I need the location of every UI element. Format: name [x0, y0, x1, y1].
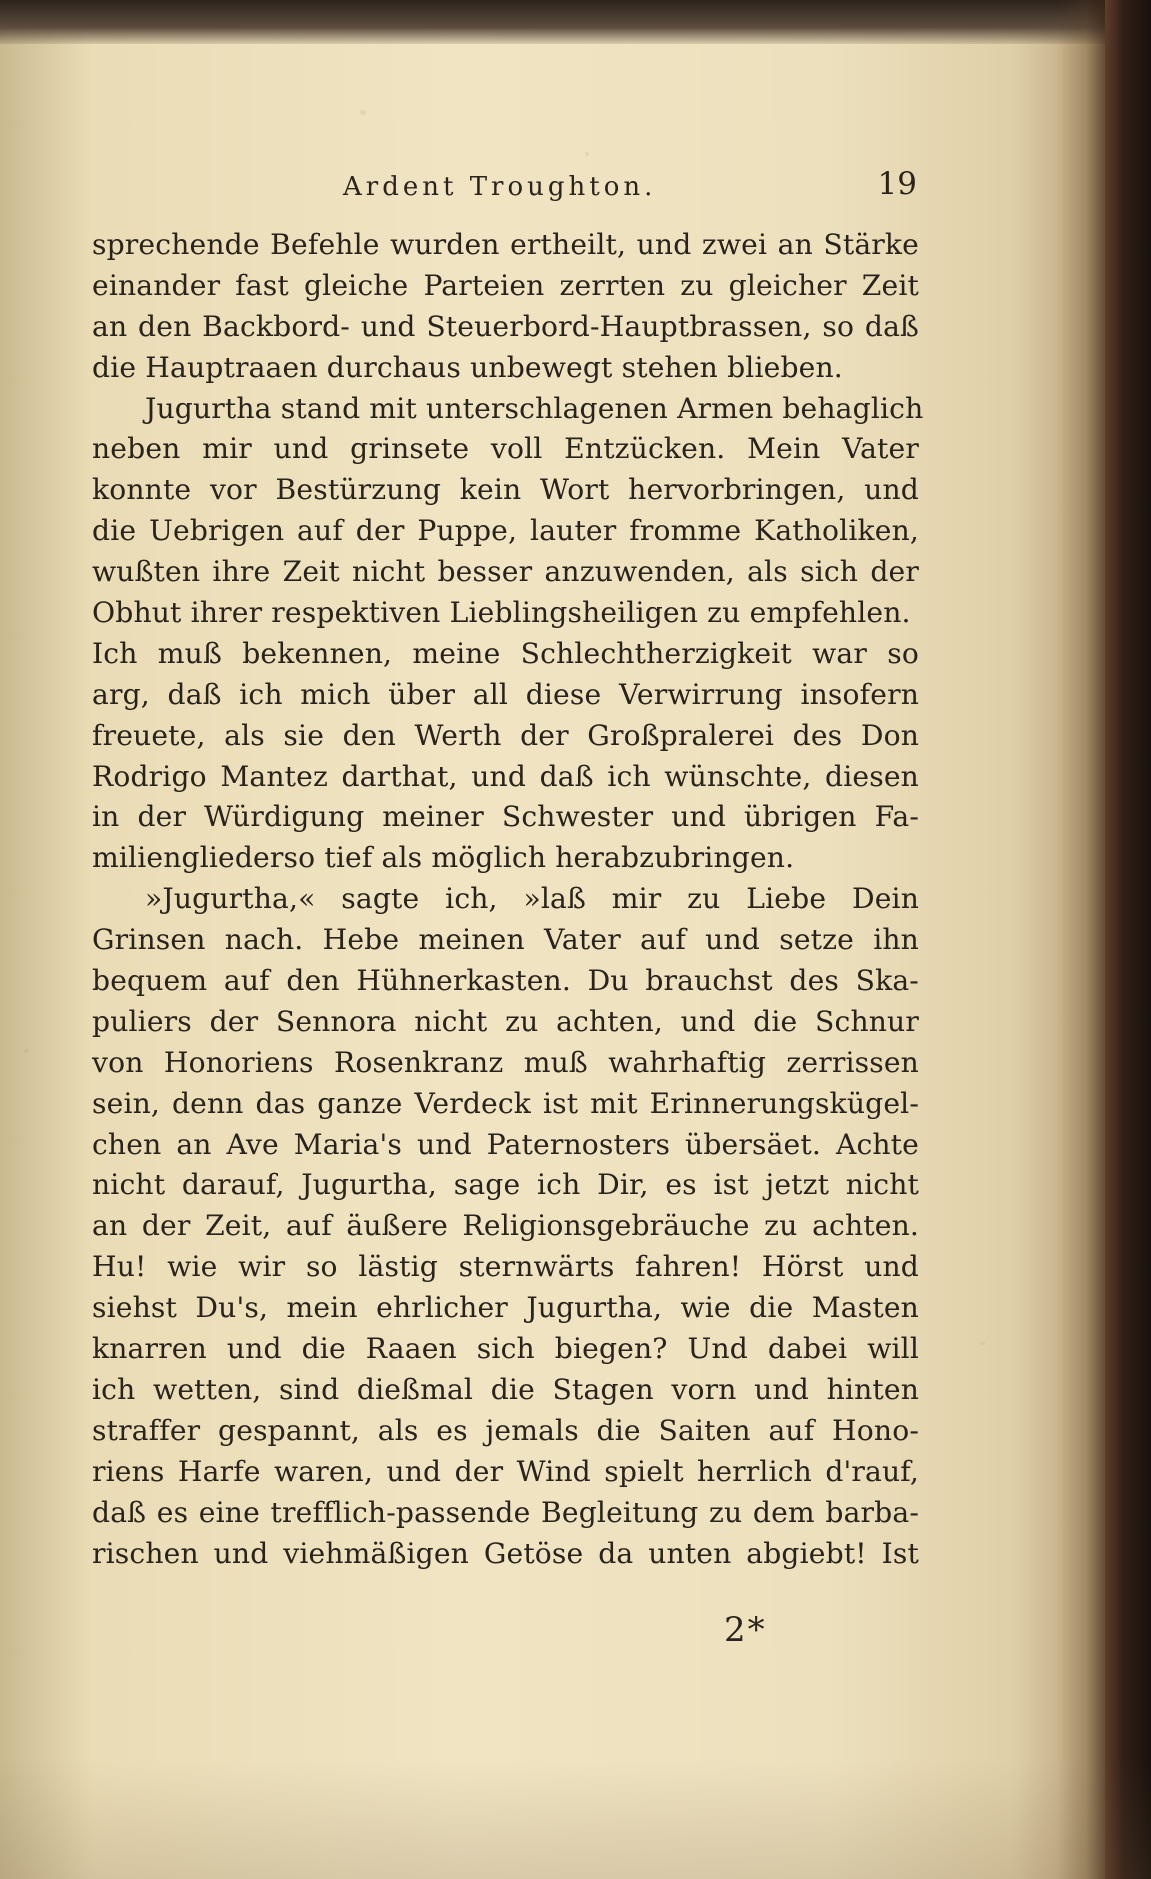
text-line-26: Hu! wie wir so lästig sternwärts fahren! Hörst und [92, 1250, 919, 1284]
text-line-7: konnte vor Bestürzung kein Wort hervorbringen, und [92, 473, 919, 507]
text-line-15: in der Würdigung meiner Schwester und übrigen Fa- [92, 800, 919, 834]
text-line-29: ich wetten, sind dießmal die Stagen vorn und hinten [92, 1372, 919, 1406]
bottom-paper-shade [0, 1759, 1151, 1879]
text-line-14: Rodrigo Mantez darthat, und daß ich wünschte, diesen [92, 759, 919, 793]
text-line-18: Grinsen nach. Hebe meinen Vater auf und setze ihn [92, 923, 919, 957]
text-line-5: Jugurtha stand mit unterschlagenen Armen behaglich [145, 391, 924, 425]
text-line-21: von Honoriens Rosenkranz muß wahrhaftig zerrissen [92, 1045, 919, 1079]
text-line-31: riens Harfe waren, und der Wind spielt herrlich d'rauf, [92, 1454, 919, 1488]
text-line-2: einander fast gleiche Parteien zerrten zu gleicher Zeit [92, 268, 919, 302]
text-line-19: bequem auf den Hühnerkasten. Du brauchst des Ska- [92, 964, 919, 998]
text-line-11: Ich muß bekennen, meine Schlechtherzigkeit war so [92, 636, 919, 670]
text-line-33: rischen und viehmäßigen Getöse da unten abgiebt! Ist [92, 1536, 919, 1570]
text-line-3: an den Backbord- und Steuerbord-Hauptbrassen, so daß [92, 309, 919, 343]
text-line-13: freuete, als sie den Werth der Großpralerei des Don [92, 718, 919, 752]
text-line-1: sprechende Befehle wurden ertheilt, und zwei an Stärke [92, 228, 919, 261]
printer-signature: 2* [724, 1610, 767, 1650]
paper-spot [980, 1342, 985, 1345]
text-line-12: arg, daß ich mich über all diese Verwirrung insofern [92, 677, 919, 711]
text-line-6: neben mir und grinsete voll Entzücken. Mein Vater [92, 432, 919, 466]
paper-spot [585, 152, 589, 156]
page-number: 19 [877, 166, 917, 202]
gutter-shadow [1057, 0, 1105, 1879]
book-binding-edge [1105, 0, 1151, 1879]
text-line-22: sein, denn das ganze Verdeck ist mit Erinnerungskügel- [92, 1086, 919, 1120]
text-line-20: puliers der Sennora nicht zu achten, und die Schnur [92, 1004, 919, 1038]
body-text [92, 225, 924, 1574]
text-line-10: Obhut ihrer respektiven Lieblingsheiligen zu empfehlen. [92, 596, 911, 630]
running-title: Ardent Troughton. [343, 172, 657, 202]
text-line-9: wußten ihre Zeit nicht besser anzuwenden, als sich der [92, 555, 919, 589]
text-line-17: »Jugurtha,« sagte ich, »laß mir zu Liebe Dein [145, 882, 919, 916]
text-line-8: die Uebrigen auf der Puppe, lauter fromme Katholiken, [92, 514, 919, 548]
paper-spot [360, 110, 366, 115]
text-line-25: an der Zeit, auf äußere Religionsgebräuche zu achten. [92, 1209, 919, 1243]
text-line-30: straffer gespannt, als es jemals die Saiten auf Hono- [92, 1413, 919, 1447]
page-header [92, 166, 917, 206]
text-line-4: die Hauptraaen durchaus unbewegt stehen blieben. [92, 350, 843, 384]
text-line-27: siehst Du's, mein ehrlicher Jugurtha, wie die Masten [92, 1291, 919, 1325]
text-line-23: chen an Ave Maria's und Paternosters übersäet. Achte [92, 1127, 919, 1161]
text-line-24: nicht darauf, Jugurtha, sage ich Dir, es ist jetzt nicht [92, 1168, 919, 1202]
paper-spot [25, 1048, 28, 1053]
top-page-edge-shadow [0, 0, 1151, 44]
text-line-28: knarren und die Raaen sich biegen? Und dabei will [92, 1332, 919, 1366]
text-line-16: miliengliederso tief als möglich herabzubringen. [92, 841, 795, 875]
text-line-32: daß es eine trefflich-passende Begleitung zu dem barba- [92, 1495, 919, 1529]
